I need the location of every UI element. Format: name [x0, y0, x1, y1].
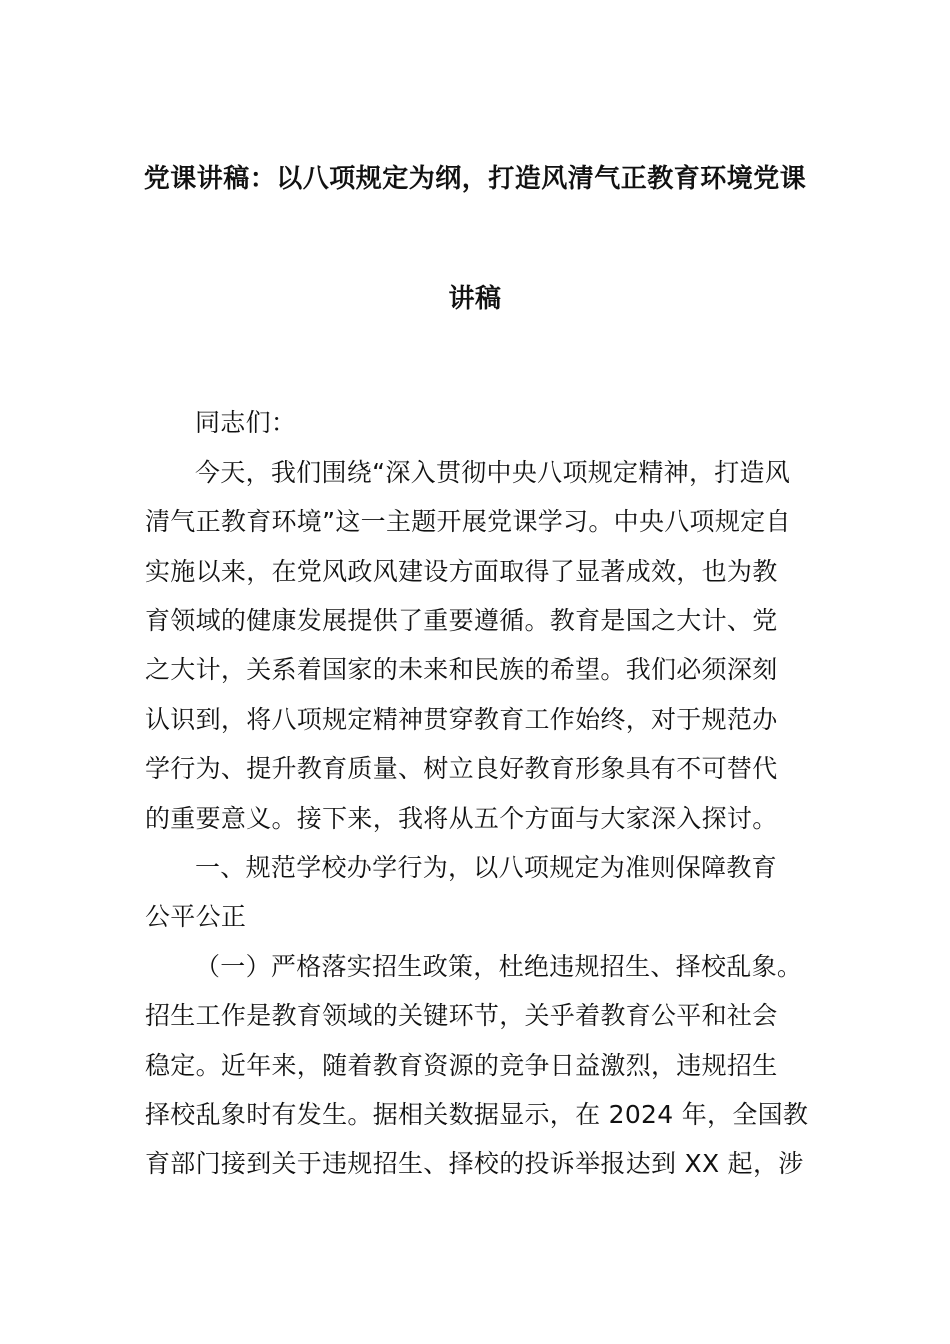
- paragraph-line: 实施以来，在党风政风建设方面取得了显著成效，也为教: [145, 557, 778, 586]
- paragraph-line: 育领域的健康发展提供了重要遵循。教育是国之大计、党: [145, 606, 778, 635]
- section-heading-line: 一、规范学校办学行为，以八项规定为准则保障教育: [195, 853, 777, 882]
- section-heading-line: 公平公正: [145, 902, 247, 931]
- paragraph-line: 招生工作是教育领域的关键环节，关乎着教育公平和社会: [145, 1001, 778, 1030]
- document-title-line-2: 讲稿: [448, 284, 502, 314]
- document-title-line-1: 党课讲稿：以八项规定为纲，打造风清气正教育环境党课: [143, 164, 807, 194]
- paragraph-line: 的重要意义。接下来，我将从五个方面与大家深入探讨。: [145, 804, 778, 833]
- subsection-heading-line: （一）严格落实招生政策，杜绝违规招生、择校乱象。: [195, 952, 803, 981]
- paragraph-line: 学行为、提升教育质量、树立良好教育形象具有不可替代: [145, 754, 778, 783]
- paragraph-line: 稳定。近年来，随着教育资源的竞争日益激烈，违规招生: [145, 1051, 778, 1080]
- paragraph-line: 择校乱象时有发生。据相关数据显示，在 2024 年，全国教: [145, 1100, 809, 1129]
- paragraph-line: 清气正教育环境”这一主题开展党课学习。中央八项规定自: [145, 507, 791, 536]
- paragraph-line: 育部门接到关于违规招生、择校的投诉举报达到 XX 起，涉: [145, 1149, 804, 1178]
- paragraph-line: 之大计，关系着国家的未来和民族的希望。我们必须深刻: [145, 655, 778, 684]
- paragraph-line: 认识到，将八项规定精神贯穿教育工作始终，对于规范办: [145, 705, 778, 734]
- paragraph-line: 今天，我们围绕“深入贯彻中央八项规定精神，打造风: [195, 458, 791, 487]
- paragraph-line: 同志们：: [195, 408, 297, 437]
